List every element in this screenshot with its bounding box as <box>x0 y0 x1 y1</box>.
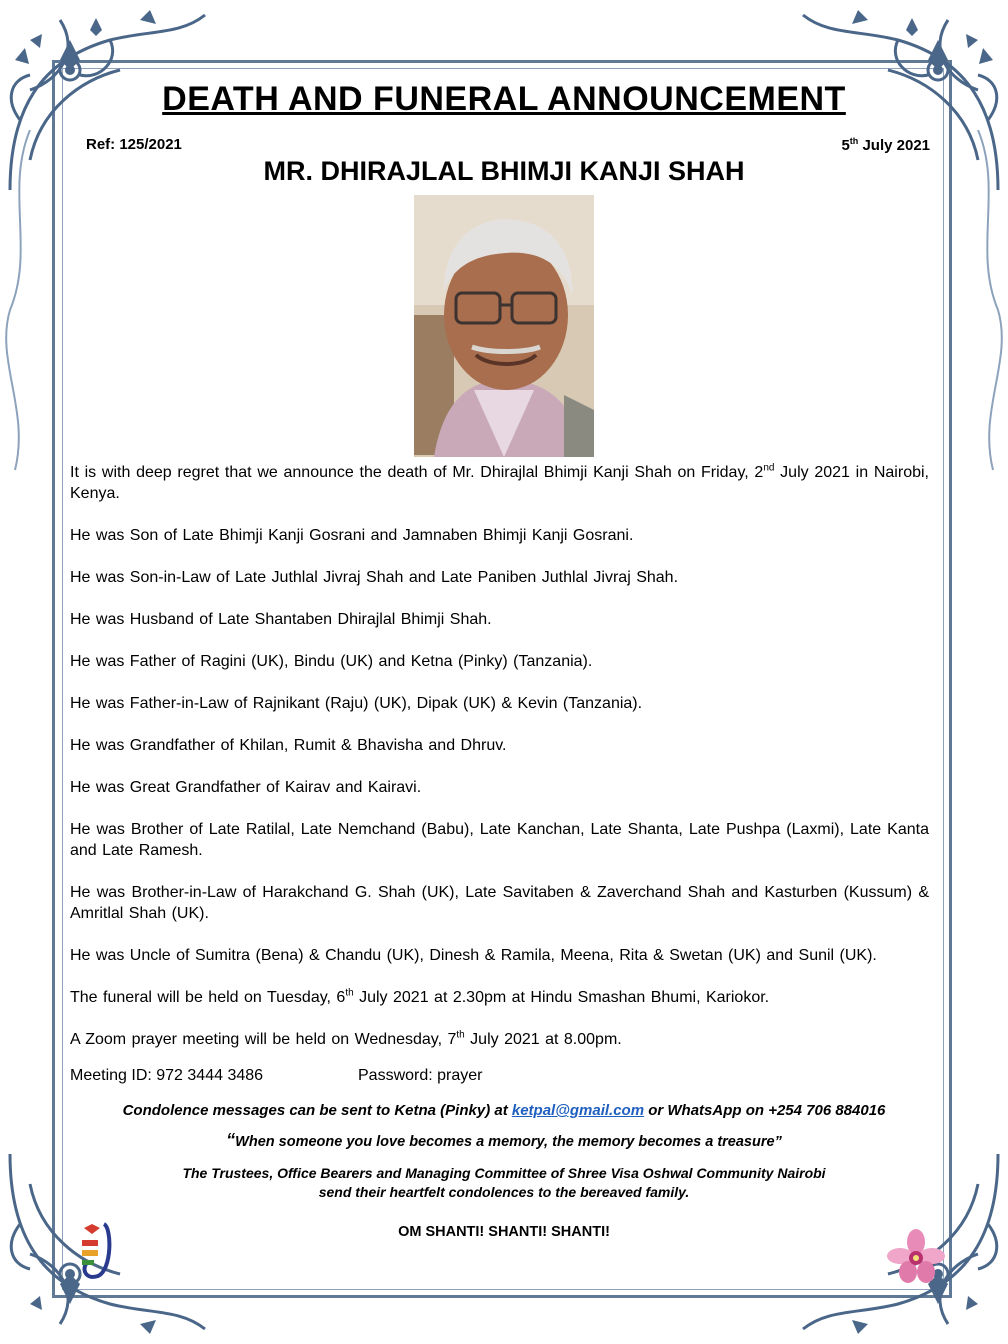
trustees-message: The Trustees, Office Bearers and Managing Committee of Shree Visa Oshwal Community Nairobi send their heartfelt condolences to the bereaved family. <box>182 1165 826 1200</box>
meeting-password: Password: prayer <box>358 1067 483 1084</box>
funeral-paragraph: The funeral will be held on Tuesday, 6th July 2021 at 2.30pm at Hindu Smashan Bhumi, Kariokor. <box>70 987 770 1006</box>
brother-paragraph: He was Brother of Late Ratilal, Late Nemchand (Babu), Late Kanchan, Late Shanta, Late Pushpa (Laxmi), Late Kanta and Late Ramesh. <box>70 821 929 859</box>
father-in-law-paragraph: He was Father-in-Law of Rajnikant (Raju) (UK), Dipak (UK) & Kevin (Tanzania). <box>70 695 643 712</box>
condolence-email-link[interactable]: ketpal@gmail.com <box>511 1102 645 1119</box>
meeting-id: Meeting ID: 972 3444 3486 <box>70 1067 264 1084</box>
memorial-quote: “When someone you love becomes a memory, the memory becomes a treasure” <box>226 1130 782 1150</box>
side-ornament-icon <box>0 130 40 550</box>
great-grandfather-paragraph: He was Great Grandfather of Kairav and Kairavi. <box>70 779 422 796</box>
meeting-details <box>70 1067 483 1085</box>
announcement-title: DEATH AND FUNERAL ANNOUNCEMENT <box>162 80 846 118</box>
grandfather-paragraph: He was Grandfather of Khilan, Rumit & Bhavisha and Dhruv. <box>70 737 507 754</box>
side-ornament-icon <box>968 130 1008 550</box>
brother-in-law-paragraph: He was Brother-in-Law of Harakchand G. Shah (UK), Late Savitaben & Zaverchand Shah and Kasturben (Kussum) & Amritlal Shah (UK). <box>70 884 929 922</box>
son-of-paragraph: He was Son of Late Bhimji Kanji Gosrani and Jamnaben Bhimji Kanji Gosrani. <box>70 527 634 544</box>
deceased-name: MR. DHIRAJLAL BHIMJI KANJI SHAH <box>263 156 745 186</box>
om-shanti-line: OM SHANTI! SHANTI! SHANTI! <box>398 1224 610 1240</box>
orchid-flower-icon <box>886 1228 946 1284</box>
death-notice-paragraph: It is with deep regret that we announce the death of Mr. Dhirajlal Bhimji Kanji Shah on Friday, 2nd July 2021 in Nairobi, Kenya. <box>70 462 929 502</box>
uncle-paragraph: He was Uncle of Sumitra (Bena) & Chandu (UK), Dinesh & Ramila, Meena, Rita & Swetan (UK) and Sunil (UK). <box>70 947 877 964</box>
community-logo-icon <box>78 1220 118 1280</box>
zoom-meeting-paragraph: A Zoom prayer meeting will be held on Wednesday, 7th July 2021 at 8.00pm. <box>70 1029 622 1048</box>
announcement-body <box>70 462 929 1071</box>
father-paragraph: He was Father of Ragini (UK), Bindu (UK) and Ketna (Pinky) (Tanzania). <box>70 653 593 670</box>
condolence-line: Condolence messages can be sent to Ketna (Pinky) at ketpal@gmail.com or WhatsApp on +254 706 884016 <box>122 1102 886 1119</box>
husband-paragraph: He was Husband of Late Shantaben Dhirajlal Bhimji Shah. <box>70 611 492 628</box>
reference-number: Ref: 125/2021 <box>86 136 182 153</box>
deceased-portrait <box>414 195 594 457</box>
son-in-law-paragraph: He was Son-in-Law of Late Juthlal Jivraj Shah and Late Paniben Juthlal Jivraj Shah. <box>70 569 679 586</box>
announcement-date: 5th July 2021 <box>841 136 930 154</box>
